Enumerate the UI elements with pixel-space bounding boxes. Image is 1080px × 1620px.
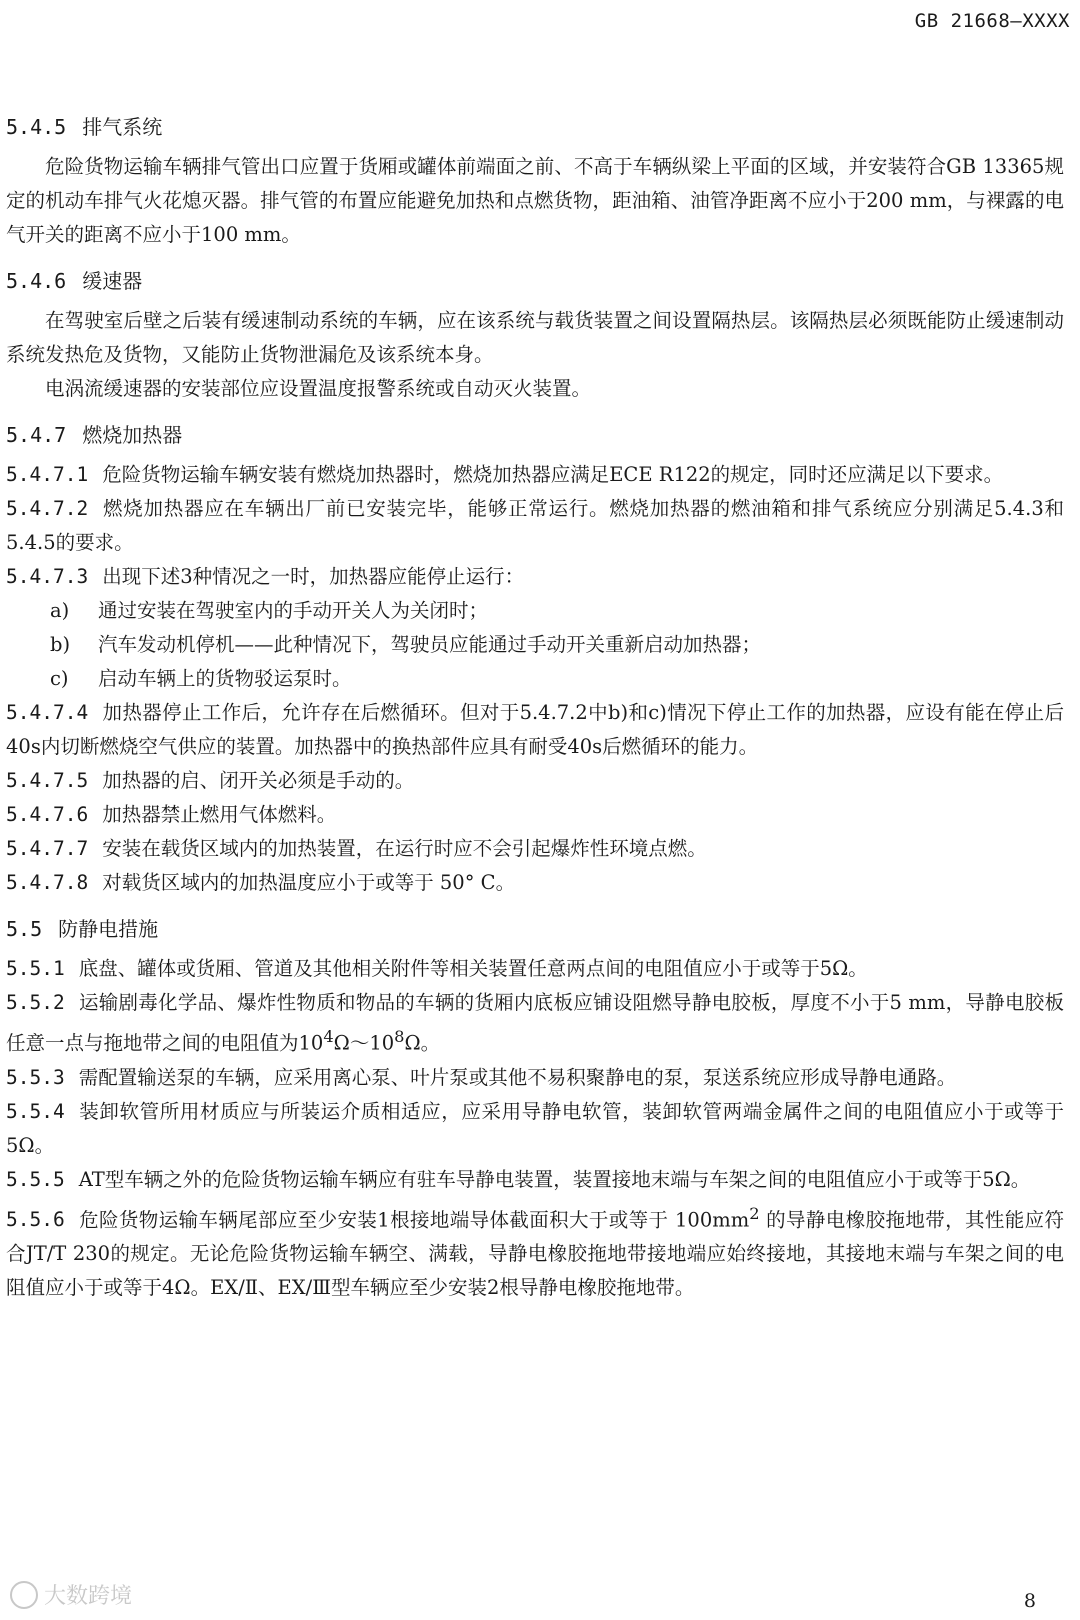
clause-number: 5.4.7.7 (6, 837, 89, 860)
list-letter: a) (50, 599, 70, 622)
clause-text: Ω～10 (333, 1031, 395, 1055)
clause-text: 危险货物运输车辆安装有燃烧加热器时，燃烧加热器应满足ECE R122的规定，同时还应满足以下要求。 (102, 463, 1004, 486)
clause-text: 的导静电橡胶拖地带，其性能应符合JT/T 230的规定。无论危险货物运输车辆空、满载，导静电橡胶拖地带接地端应始终接地，其接地末端与车架之间的电阻值应小于或等于4Ω。EX/Ⅱ、EX/Ⅲ型车辆应至少安装2根导静电橡胶拖地带。 (6, 1208, 1065, 1299)
clause-number: 5.5.1 (6, 957, 65, 980)
paragraph: 在驾驶室后壁之后装有缓速制动系统的车辆，应在该系统与载货装置之间设置隔热层。该隔热层必须既能防止缓速制动系统发热危及货物，又能防止货物泄漏危及该系统本身。 (6, 309, 1064, 366)
watermark-logo (10, 1579, 132, 1610)
clause-text: 加热器的启、闭开关必须是手动的。 (102, 769, 415, 792)
section-number: 5.4.5 (6, 115, 67, 139)
page-content (6, 112, 1064, 1305)
section-title: 缓速器 (82, 269, 143, 293)
section-heading (6, 914, 1064, 944)
clause (6, 986, 1064, 1061)
clause-number: 5.5.4 (6, 1099, 65, 1123)
paragraph: 危险货物运输车辆排气管出口应置于货厢或罐体前端面之前、不高于车辆纵梁上平面的区域，并安装符合GB 13365规定的机动车排气火花熄灭器。排气管的布置应能避免加热和点燃货物，距油箱、油管净距离不应小于200 mm，与裸露的电气开关的距离不应小于100 mm。 (6, 155, 1064, 246)
clause-text: 出现下述3种情况之一时，加热器应能停止运行： (102, 565, 525, 588)
clause (6, 832, 1064, 866)
section-heading (6, 266, 1064, 296)
section-number: 5.5 (6, 917, 43, 941)
clause (6, 560, 1064, 594)
clause-number: 5.4.7.8 (6, 871, 89, 894)
section-heading (6, 112, 1064, 142)
section-number: 5.4.6 (6, 269, 67, 293)
clause (6, 952, 1064, 986)
clause-number: 5.5.2 (6, 991, 65, 1014)
clause (6, 492, 1064, 560)
clause-text: 对载货区域内的加热温度应小于或等于 50° C。 (102, 871, 516, 894)
list-letter: b) (50, 633, 71, 656)
clause-text: 加热器禁止燃用气体燃料。 (102, 803, 337, 826)
clause-number: 5.4.7.4 (6, 701, 89, 724)
clause-number: 5.5.6 (6, 1208, 65, 1231)
clause-text: 加热器停止工作后，允许存在后燃循环。但对于5.4.7.2中b)和c)情况下停止工作的加热器，应设有能在停止后40s内切断燃烧空气供应的装置。加热器中的换热部件应具有耐受40s后燃循环的能力。 (6, 701, 1064, 758)
clause-text: 燃烧加热器应在车辆出厂前已安装完毕，能够正常运行。燃烧加热器的燃油箱和排气系统应分别满足5.4.3和5.4.5的要求。 (6, 497, 1064, 554)
clause (6, 866, 1064, 900)
clause-number: 5.4.7.6 (6, 803, 89, 826)
list-text: 启动车辆上的货物驳运泵时。 (98, 667, 352, 690)
clause-number: 5.5.5 (6, 1167, 65, 1191)
clause (6, 458, 1064, 492)
watermark-text: 大数跨境 (44, 1584, 133, 1609)
clause-text: 安装在载货区域内的加热装置，在运行时应不会引起爆炸性环境点燃。 (102, 837, 707, 860)
clause (6, 1061, 1064, 1095)
clause-text: 需配置输送泵的车辆，应采用离心泵、叶片泵或其他不易积聚静电的泵，泵送系统应形成导静电通路。 (78, 1065, 957, 1089)
list-text: 通过安装在驾驶室内的手动开关人为关闭时； (98, 599, 489, 622)
clause (6, 798, 1064, 832)
section-title: 防静电措施 (58, 917, 159, 941)
clause (6, 1197, 1064, 1306)
clause-number: 5.4.7.3 (6, 565, 89, 588)
superscript: 2 (749, 1203, 760, 1223)
clause-number: 5.4.7.2 (6, 497, 89, 520)
list-item (6, 628, 1064, 662)
list-item (6, 594, 1064, 628)
document-code: GB 21668—XXXX (914, 10, 1070, 32)
section-title: 排气系统 (82, 115, 163, 139)
clause-text: Ω。 (404, 1031, 441, 1055)
clause-text: 运输剧毒化学品、爆炸性物质和物品的车辆的货厢内底板应铺设阻燃导静电胶板，厚度不小于5 mm，导静电胶板任意一点与拖地带之间的电阻值为10 (6, 991, 1064, 1055)
superscript: 8 (394, 1027, 405, 1046)
section-heading (6, 420, 1064, 450)
clause-text: 装卸软管所用材质应与所装运介质相适应，应采用导静电软管，装卸软管两端金属件之间的电阻值应小于或等于5Ω。 (6, 1099, 1064, 1157)
list-letter: c) (50, 667, 69, 690)
page-number: 8 (1023, 1590, 1036, 1612)
clause-number: 5.4.7.1 (6, 463, 89, 486)
clause (6, 696, 1064, 764)
clause-text: 底盘、罐体或货厢、管道及其他相关附件等相关装置任意两点间的电阻值应小于或等于5Ω。 (78, 957, 868, 980)
list-item (6, 662, 1064, 696)
section-title: 燃烧加热器 (82, 423, 183, 447)
superscript: 4 (323, 1027, 334, 1046)
section-number: 5.4.7 (6, 423, 67, 447)
clause-text: AT型车辆之外的危险货物运输车辆应有驻车导静电装置，装置接地末端与车架之间的电阻值应小于或等于5Ω。 (78, 1167, 1031, 1191)
logo-icon (10, 1581, 38, 1609)
clause-number: 5.4.7.5 (6, 769, 89, 792)
paragraph: 电涡流缓速器的安装部位应设置温度报警系统或自动灭火装置。 (45, 377, 592, 400)
clause (6, 764, 1064, 798)
clause-text: 危险货物运输车辆尾部应至少安装1根接地端导体截面积大于或等于 100mm (78, 1208, 750, 1231)
clause-number: 5.5.3 (6, 1065, 65, 1089)
clause (6, 1095, 1064, 1163)
list-text: 汽车发动机停机——此种情况下，驾驶员应能通过手动开关重新启动加热器； (98, 633, 762, 656)
clause (6, 1163, 1064, 1197)
